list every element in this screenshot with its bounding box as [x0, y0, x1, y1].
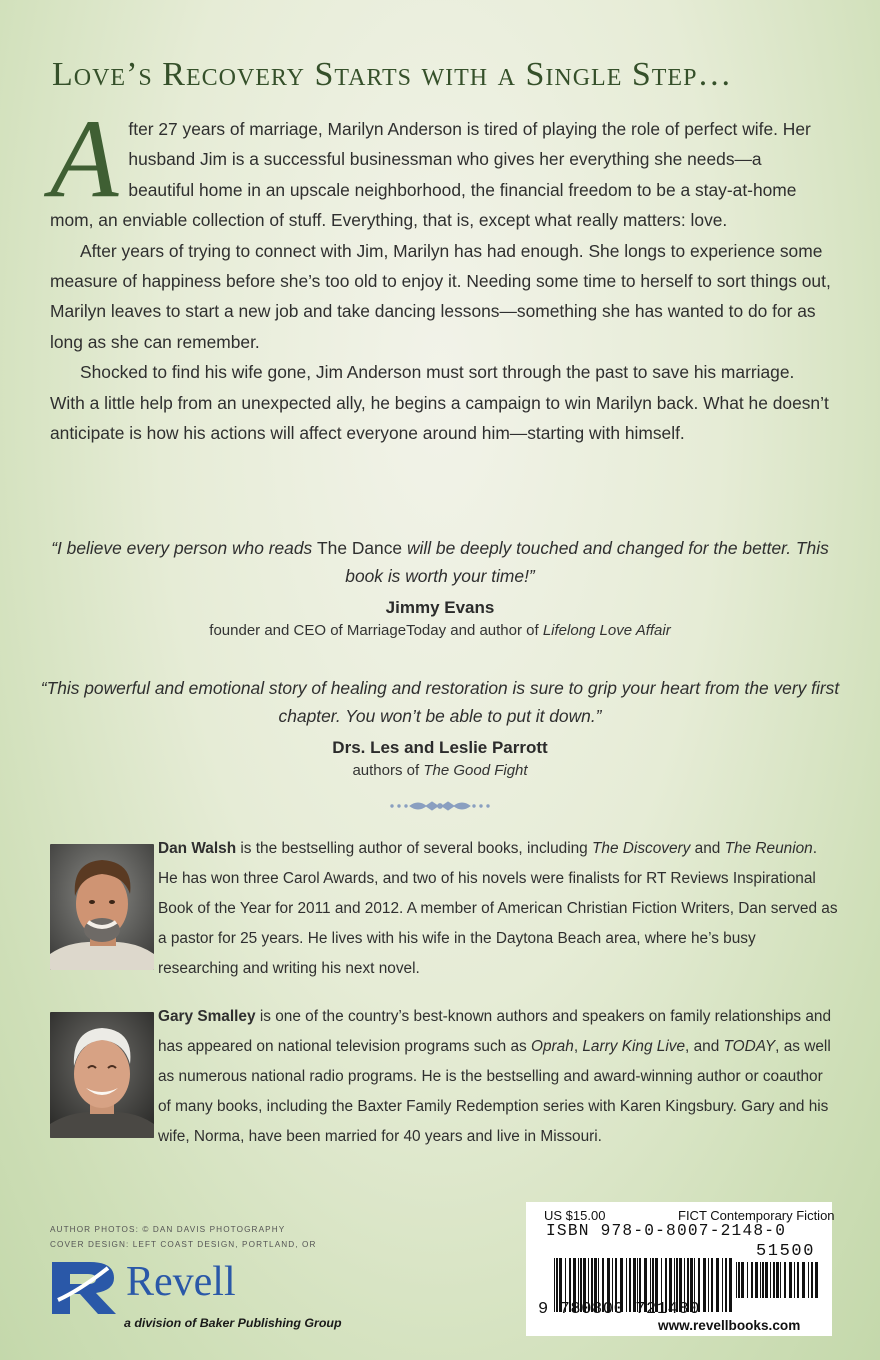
publisher-name: Revell	[126, 1259, 236, 1305]
endorsement-1-credit-book: Lifelong Love Affair	[542, 622, 671, 639]
endorsement-1-credit-text: founder and CEO of MarriageToday and author of	[209, 622, 543, 639]
endorsement-1-text	[40, 534, 840, 590]
publisher-division: a division of Baker Publishing Group	[124, 1316, 342, 1330]
bio-gary-smalley-name: Gary Smalley	[158, 1008, 256, 1025]
endorsement-2-credit-text: authors of	[352, 762, 424, 779]
bio-gary-smalley	[158, 1002, 838, 1152]
bio-dan-walsh-book-2: The Reunion	[724, 840, 813, 857]
blurb	[50, 97, 832, 448]
bio-gary-smalley-show-2: Larry King Live	[582, 1038, 686, 1055]
credits	[50, 1222, 317, 1252]
revell-r-icon	[50, 1260, 120, 1316]
bio-gary-smalley-show-3: TODAY	[723, 1038, 776, 1055]
bio-gary-smalley-text-4: , as well as numerous national radio programs. He is the bestselling and award-winning author or coauthor of many books, including the Baxter Family Redemption series with Karen Kingsbury. Gary and his wife, Norma, have been married for 40 years and live in Missouri.	[158, 1038, 831, 1145]
endorsement-1	[40, 534, 840, 642]
author-photo-dan-walsh	[50, 844, 154, 970]
endorsement-2-text: “This powerful and emotional story of healing and restoration is sure to grip your heart from the very first chapter. You won’t be able to put it down.”	[40, 678, 840, 726]
design-credit: COVER DESIGN: LEFT COAST DESIGN, PORTLAND, OR	[50, 1240, 317, 1249]
headline: Love’s Recovery Starts with a Single Step…	[52, 56, 733, 93]
endorsement-1-text-a: “I believe every person who reads	[51, 538, 318, 558]
blurb-paragraph-1: fter 27 years of marriage, Marilyn Anderson is tired of playing the role of perfect wife. Her husband Jim is a successful businessman who gives her everything she needs—a beautiful home in an upscale neighborhood, the financial freedom to be a stay-at-home mom, an enviable collection of stuff. Everything, that is, except what really matters: love.	[50, 119, 811, 231]
endorsement-2-credit-book: The Good Fight	[423, 762, 528, 779]
blurb-paragraph-2: After years of trying to connect with Jim, Marilyn has had enough. She longs to experience some measure of happiness before she’s too old to enjoy it. Needing some time to herself to sort things out, Marilyn leaves to start a new job and take dancing lessons—something she has wanted to do for as long as she can remember.	[50, 240, 831, 352]
price-code: 51500	[756, 1242, 816, 1261]
bio-gary-smalley-show-1: Oprah	[531, 1038, 574, 1055]
isbn-label: ISBN 978-0-8007-2148-0	[546, 1222, 787, 1240]
photo-credit: AUTHOR PHOTOS: © DAN DAVIS PHOTOGRAPHY	[50, 1225, 286, 1234]
publisher-logo	[50, 1256, 340, 1336]
price-label: US $15.00	[544, 1208, 606, 1223]
bio-gary-smalley-text-1: is one of the country’s best-known authors and speakers on family relationships and has appeared on national television programs such as	[158, 1008, 832, 1055]
endorsement-2	[40, 674, 840, 782]
website-url: www.revellbooks.com	[658, 1318, 801, 1333]
bio-dan-walsh-text-2: and	[690, 840, 725, 857]
endorsement-1-text-b: will be deeply touched and changed for the better. This book is worth your time!”	[345, 538, 829, 586]
bio-dan-walsh-text-1: is the bestselling author of several books, including	[236, 840, 593, 857]
drop-cap: A	[50, 97, 119, 221]
author-photo-gary-smalley	[50, 1012, 154, 1138]
bio-dan-walsh	[158, 834, 838, 984]
genre-label: FICT Contemporary Fiction	[678, 1208, 835, 1223]
endorsement-2-credit	[40, 760, 840, 782]
endorsement-1-author: Jimmy Evans	[385, 598, 495, 617]
barcode-box	[526, 1202, 835, 1336]
bio-gary-smalley-text-2: ,	[573, 1038, 583, 1055]
barcode-digits: 9 780800 721480	[538, 1300, 701, 1319]
endorsement-2-author: Drs. Les and Leslie Parrott	[332, 738, 548, 757]
blurb-paragraph-3: Shocked to find his wife gone, Jim Anderson must sort through the past to save his marriage. With a little help from an unexpected ally, he begins a campaign to win Marilyn back. What he doesn’t anticipate is how his actions will affect everyone around him—starting with himself.	[50, 362, 829, 444]
bio-dan-walsh-book-1: The Discovery	[592, 840, 691, 857]
endorsement-1-book-title: The Dance	[317, 538, 403, 558]
bio-gary-smalley-text-3: , and	[685, 1038, 724, 1055]
endorsement-1-credit	[40, 620, 840, 642]
ornament-divider-icon	[388, 796, 492, 816]
bio-dan-walsh-text-3: . He has won three Carol Awards, and two of his novels were finalists for RT Reviews Inspirational Book of the Year for 2011 and 2012. A member of American Christian Fiction Writers, Dan served as a pastor for 25 years. He lives with his wife in the Daytona Beach area, where he’s busy researching and writing his next novel.	[158, 840, 838, 977]
barcode-addon-bars-icon	[736, 1262, 820, 1298]
bio-dan-walsh-name: Dan Walsh	[158, 840, 237, 857]
